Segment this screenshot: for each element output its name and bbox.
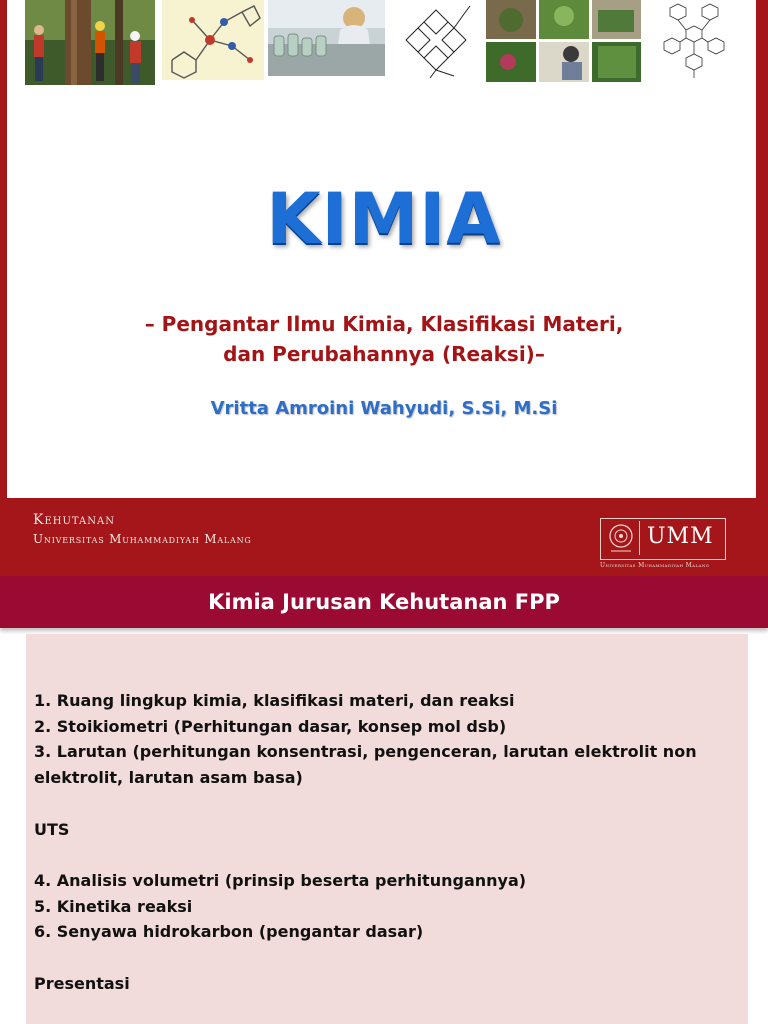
spacer (34, 791, 734, 817)
list-item: 5. Kinetika reaksi (34, 896, 193, 916)
molecular-structure-3d-image (162, 0, 264, 80)
list-item: 4. Analisis volumetri (prinsip beserta perhitungannya) (34, 870, 527, 890)
umm-logo-text: UMM (647, 524, 714, 549)
subtitle-line-1: – Pengantar Ilmu Kimia, Klasifikasi Materi, (144, 312, 624, 336)
polyphenol-structure-diagram (650, 0, 738, 82)
porphyrin-structure-diagram (396, 0, 476, 80)
presentation-label: Presentasi (34, 973, 130, 993)
list-item: 3. Larutan (perhitungan konsentrasi, pengenceran, larutan elektrolit non elektrolit, larutan asam basa) (34, 742, 697, 788)
umm-logo-caption: Universitas Muhammadiyah Malang (600, 562, 710, 569)
midterm-label: UTS (34, 819, 70, 839)
footer-university: Universitas Muhammadiyah Malang (33, 532, 252, 546)
list-item: 6. Senyawa hidrokarbon (pengantar dasar) (34, 922, 424, 942)
author-name: Vritta Amroini Wahyudi, S.Si, M.Si (210, 398, 558, 419)
subtitle-line-2: dan Perubahannya (Reaksi)– (223, 342, 545, 366)
presentation-subtitle (0, 309, 768, 369)
forest-workers-photo (25, 0, 155, 85)
course-outline-slide (0, 576, 768, 1024)
spacer (34, 842, 734, 868)
footer-institution (33, 512, 252, 546)
slide-header: Kimia Jurusan Kehutanan FPP (0, 576, 768, 628)
umm-logo (600, 518, 726, 560)
presentation-title: KIMIA (266, 178, 502, 260)
slide-footer-band (0, 498, 768, 576)
plant-collage-photos (486, 0, 641, 82)
content-box (26, 634, 748, 1024)
university-seal-icon (603, 521, 640, 555)
spacer (34, 945, 734, 971)
laboratory-researcher-photo (268, 0, 385, 76)
list-item: 2. Stoikiometri (Perhitungan dasar, konsep mol dsb) (34, 716, 507, 736)
course-topic-list (34, 688, 734, 996)
footer-department: Kehutanan (33, 512, 115, 528)
list-item: 1. Ruang lingkup kimia, klasifikasi materi, dan reaksi (34, 691, 515, 710)
